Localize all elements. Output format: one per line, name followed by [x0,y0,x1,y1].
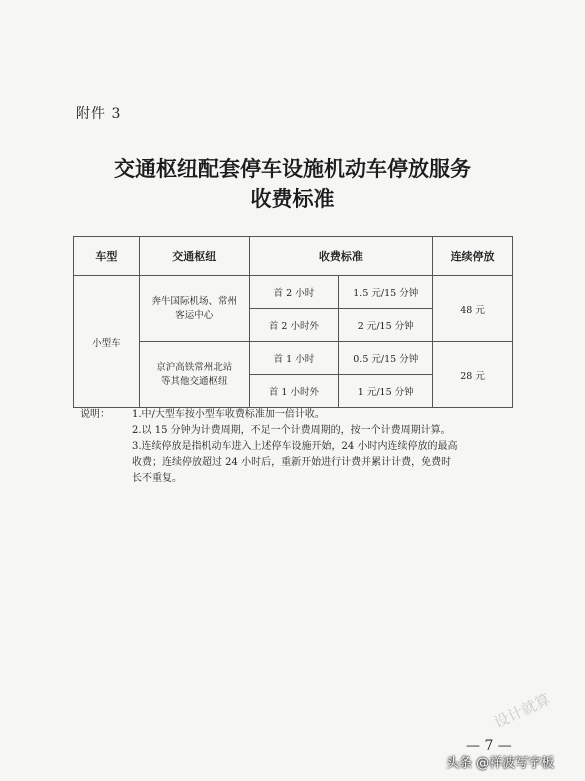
note-item-continuation: 收费；连续停放超过 24 小时后，重新开始进行计费并累计计费，免费时 [132,457,452,468]
period-cell: 首 1 小时 [249,342,339,375]
attachment-label: 附件 3 [76,106,122,122]
note-item-continuation: 长不重复。 [132,473,182,484]
hub-name-line: 等其他交通枢纽 [160,375,228,387]
note-item: 1.中/大型车按小型车收费标准加一倍计收。 [132,409,325,420]
header-fee-standard: 收费标准 [249,237,433,276]
rate-cell: 1.5 元/15 分钟 [339,276,433,309]
source-credit: 头条 @祥波写字板 [446,756,555,771]
cap-cell: 48 元 [433,276,513,342]
rate-cell: 0.5 元/15 分钟 [339,342,433,375]
notes-label: 说明： [80,409,110,420]
period-cell: 首 1 小时外 [249,375,339,408]
note-item: 3.连续停放是指机动车进入上述停车设施开始，24 小时内连续停放的最高 [132,441,458,452]
period-cell: 首 2 小时外 [249,309,339,342]
header-continuous-parking: 连续停放 [433,237,513,276]
hub-cell [139,276,249,342]
period-cell: 首 2 小时 [249,276,339,309]
note-item: 2.以 15 分钟为计费周期，不足一个计费周期的，按一个计费周期计算。 [132,425,451,436]
header-transport-hub: 交通枢纽 [139,237,249,276]
hub-name-line: 京沪高铁常州北站 [156,361,233,373]
fee-table [73,236,513,408]
table-header-row [74,237,513,276]
page-number: — 7 — [466,738,512,754]
vehicle-type-cell: 小型车 [74,276,140,408]
cap-cell: 28 元 [433,342,513,408]
document-title-line-2: 收费标准 [250,187,335,211]
rate-cell: 1 元/15 分钟 [339,375,433,408]
hub-name-line: 奔牛国际机场、常州 [151,295,237,307]
table-row [74,276,513,309]
header-vehicle-type: 车型 [74,237,140,276]
hub-name-line: 客运中心 [175,309,214,321]
table-row [74,342,513,375]
document-title-line-1: 交通枢纽配套停车设施机动车停放服务 [114,157,471,181]
watermark: 设计就算 [491,690,554,732]
hub-cell [139,342,249,408]
rate-cell: 2 元/15 分钟 [339,309,433,342]
notes-section [80,407,510,487]
